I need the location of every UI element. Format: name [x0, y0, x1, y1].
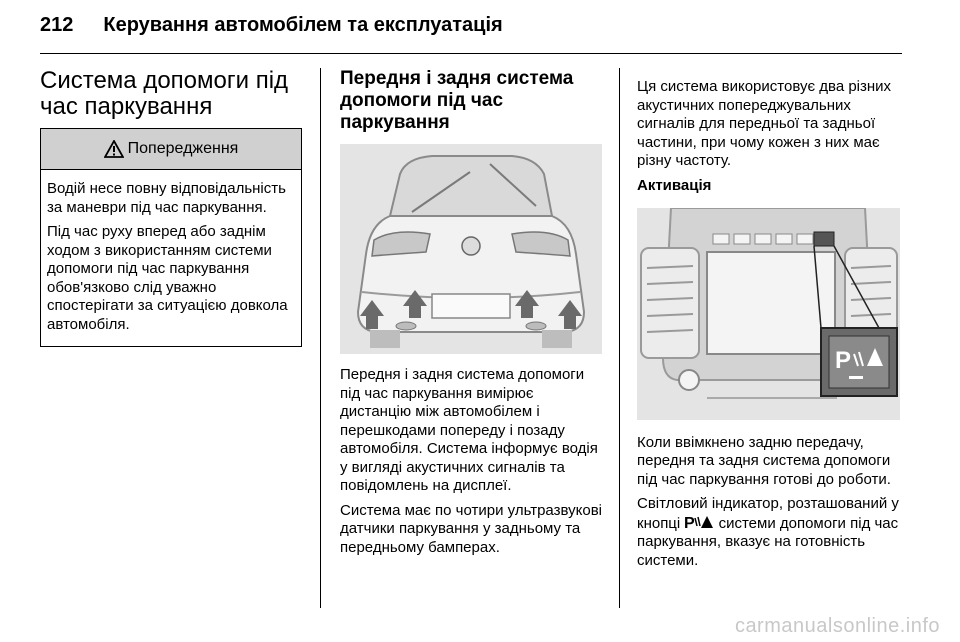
text-fragment: Світловий індикатор, розташований у кнопці — [637, 495, 899, 532]
dashboard-button-figure — [637, 208, 900, 420]
body-paragraph: Ця система використовує два різних акустичних попереджувальних сигналів для передньої та задньої частини, при чому кожен з них має різну частоту. — [637, 78, 892, 169]
warning-header — [41, 129, 301, 170]
page-number: 212 — [40, 14, 74, 36]
warning-label: Попередження — [127, 140, 239, 157]
chapter-title: Керування автомобілем та експлуатація — [103, 14, 503, 36]
column-divider — [320, 68, 321, 608]
body-paragraph: Передня і задня система допомоги під час паркування вимірює дистанцію між автомобілем і перешкодами попереду і позаду автомобіля. Система інформує водія у вигляді акустичних сигналів та повідомлень на дисплеї. — [340, 366, 598, 494]
warning-triangle-icon — [104, 140, 124, 158]
section-title: Система допомоги під час паркування — [40, 67, 289, 120]
column-left — [40, 68, 302, 347]
body-paragraph: Система має по чотири ультразвукові датчики паркування у задньому та передньому бамперах. — [340, 501, 602, 556]
subsection-title: Передня і задня система допомоги під час паркування — [340, 68, 574, 133]
page-header — [40, 14, 503, 37]
svg-text:P: P — [684, 514, 696, 530]
warning-body — [41, 170, 301, 346]
header-rule — [40, 53, 902, 54]
column-right — [637, 78, 902, 576]
body-paragraph — [637, 495, 902, 570]
car-rear-sensors-figure — [340, 144, 602, 354]
text-fragment: системи допомоги під час паркування, вказує на готовність системи. — [637, 514, 899, 569]
warning-paragraph: Під час руху вперед або заднім ходом з використанням системи допомоги під час паркування обов'язково слід уважно спостерігати за ситуацією довкола автомобіля. — [47, 223, 288, 333]
body-paragraph: Коли ввімкнено задню передачу, передня та задня система допомоги під час паркування готові до роботи. — [637, 433, 891, 488]
park-assist-icon — [684, 514, 714, 530]
column-divider — [619, 68, 620, 608]
activation-heading: Активація — [637, 176, 712, 194]
warning-paragraph: Водій несе повну відповідальність за маневри під час паркування. — [47, 180, 286, 216]
svg-text:P: P — [835, 346, 852, 374]
column-middle — [340, 68, 602, 563]
watermark: carmanualsonline.info — [734, 615, 940, 637]
warning-box — [40, 128, 302, 347]
